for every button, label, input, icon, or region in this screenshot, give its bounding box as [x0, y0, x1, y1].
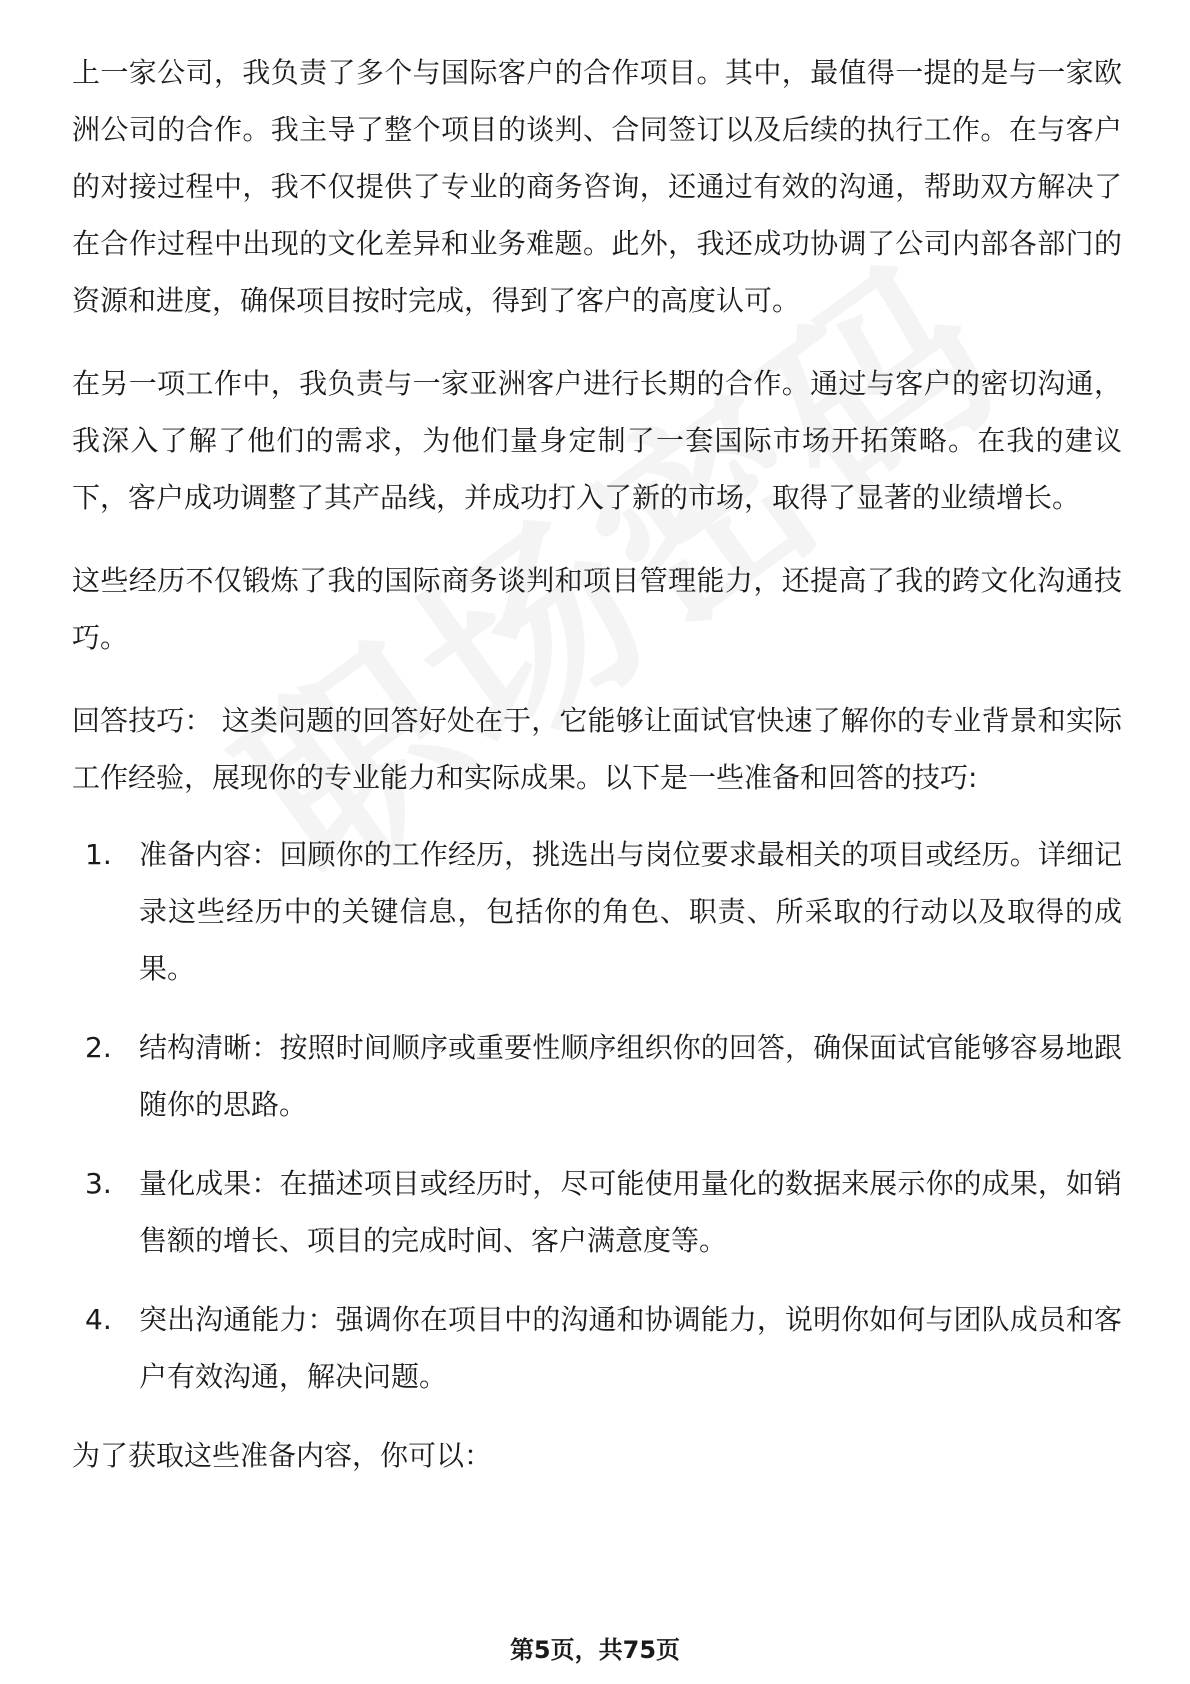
- page-footer: 第5页，共75页: [509, 1636, 681, 1664]
- paragraph-asian-client: 在另一项工作中，我负责与一家亚洲客户进行长期的合作。通过与客户的密切沟通，我深入了解了他们的需求，为他们量身定制了一套国际市场开拓策略。在我的建议下，客户成功调整了其产品线，并成功打入了新的市场，取得了显著的业绩增长。: [72, 367, 1122, 514]
- list-item-text: 量化成果：在描述项目或经历时，尽可能使用量化的数据来展示你的成果，如销售额的增长、项目的完成时间、客户满意度等。: [139, 1167, 1122, 1257]
- list-item-text: 准备内容：回顾你的工作经历，挑选出与岗位要求最相关的项目或经历。详细记录这些经历中的关键信息，包括你的角色、职责、所采取的行动以及取得的成果。: [139, 838, 1122, 985]
- paragraph-previous-company: 上一家公司，我负责了多个与国际客户的合作项目。其中，最值得一提的是与一家欧洲公司的合作。我主导了整个项目的谈判、合同签订以及后续的执行工作。在与客户的对接过程中，我不仅提供了专业的商务咨询，还通过有效的沟通，帮助双方解决了在合作过程中出现的文化差异和业务难题。此外，我还成功协调了公司内部各部门的资源和进度，确保项目按时完成，得到了客户的高度认可。: [72, 56, 1122, 317]
- list-item: [72, 826, 1122, 997]
- tips-list: [72, 826, 1122, 1405]
- list-number: 1.: [85, 838, 112, 871]
- paragraph-summary: 这些经历不仅锻炼了我的国际商务谈判和项目管理能力，还提高了我的跨文化沟通技巧。: [72, 564, 1122, 654]
- list-item-text: 突出沟通能力：强调你在项目中的沟通和协调能力，说明你如何与团队成员和客户有效沟通，解决问题。: [139, 1303, 1122, 1393]
- paragraph-answer-tips: 回答技巧： 这类问题的回答好处在于，它能够让面试官快速了解你的专业背景和实际工作经验，展现你的专业能力和实际成果。以下是一些准备和回答的技巧:: [72, 704, 1122, 794]
- list-item: [72, 1291, 1122, 1405]
- list-item: [72, 1155, 1122, 1269]
- list-number: 4.: [85, 1303, 112, 1336]
- list-item-text: 结构清晰：按照时间顺序或重要性顺序组织你的回答，确保面试官能够容易地跟随你的思路。: [139, 1031, 1122, 1121]
- document-body: [72, 44, 1122, 1510]
- paragraph-closing: 为了获取这些准备内容，你可以：: [72, 1439, 493, 1472]
- list-item: [72, 1019, 1122, 1133]
- list-number: 2.: [85, 1031, 112, 1064]
- list-number: 3.: [85, 1167, 112, 1200]
